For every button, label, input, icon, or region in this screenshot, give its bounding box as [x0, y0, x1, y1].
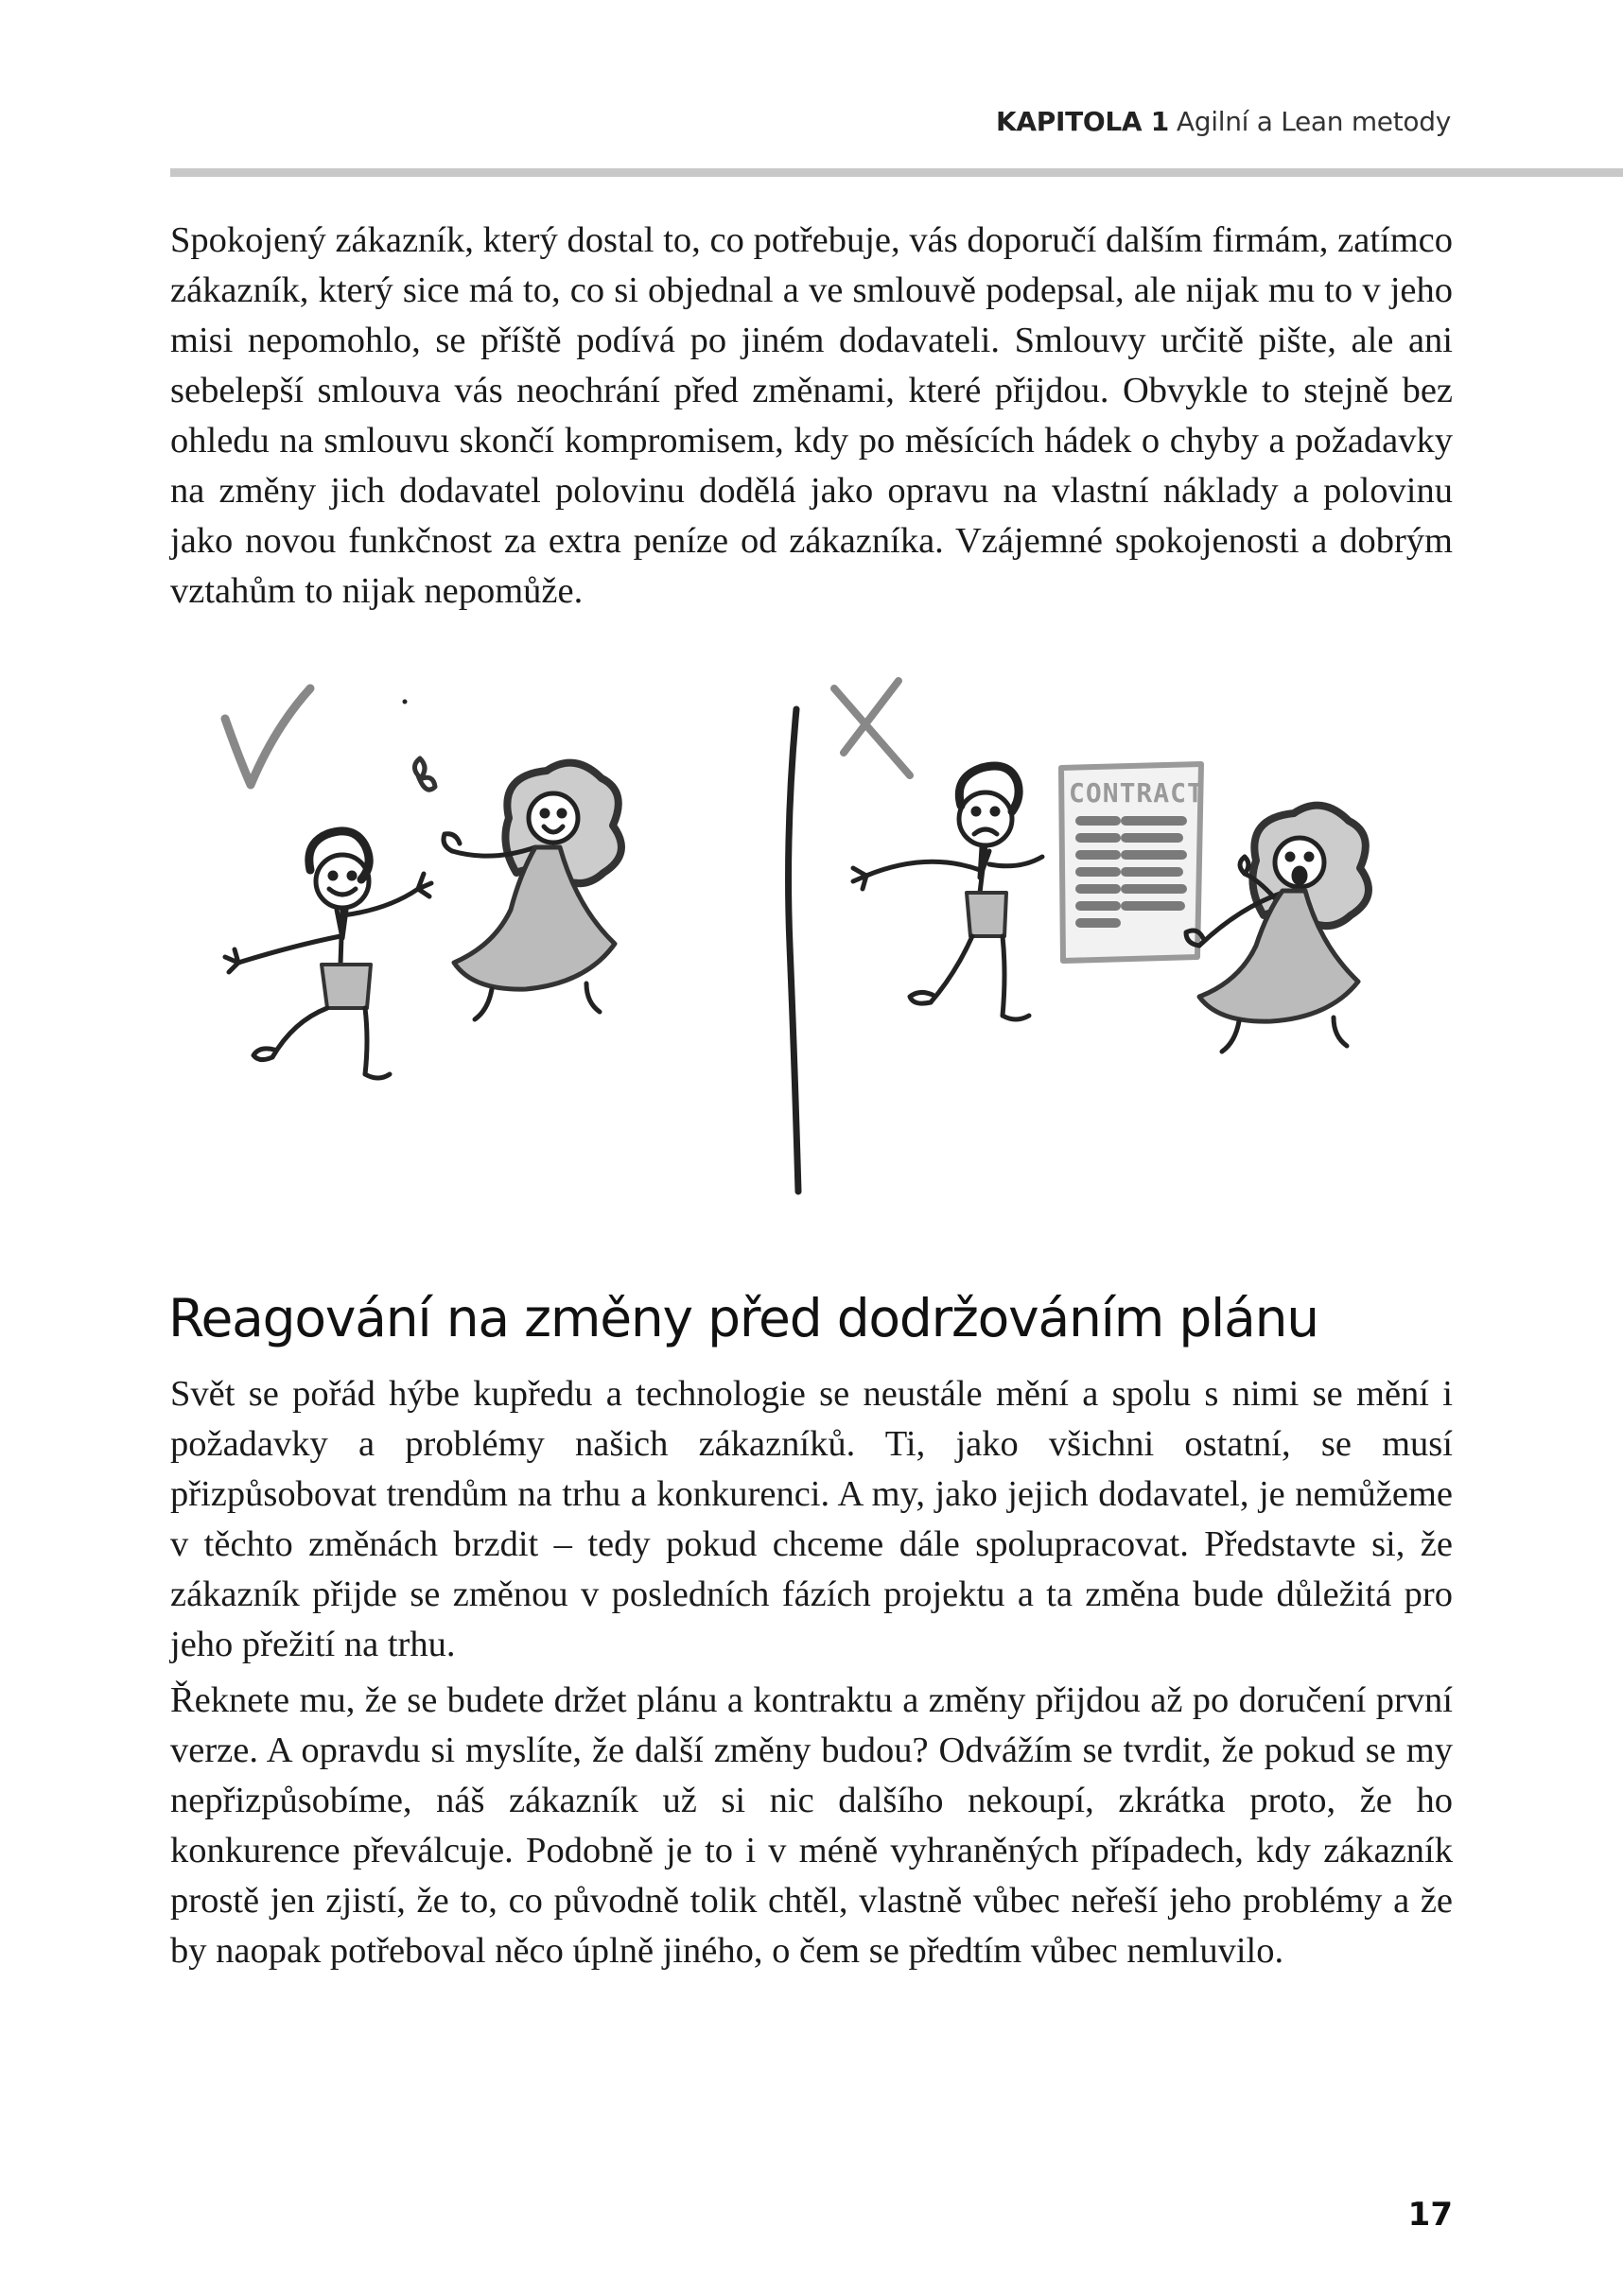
paragraph-world-changes: Svět se pořád hýbe kupředu a technologie se neustále mění a spolu s nimi se mění i požadavky a problémy našich zákazníků. Ti, jako všichni ostatní, se musí přizpůsobovat trendům na trhu a konkurenci. A my, jako jejich dodavatel, je nemůžeme v těchto změnách brzdit – tedy pokud chceme dále spolupracovat. Představte si, že zákazník přijde se změnou v posledních fázích projektu a ta změna bude důležitá pro jeho přežití na trhu. [170, 1374, 1453, 1664]
paragraph-tell-customer: Řeknete mu, že se budete držet plánu a kontraktu a změny přijdou až po doručení první verze. A opravdu si myslíte, že další změny budou? Odvážím se tvrdit, že pokud se my nepřizpůsobíme, náš zákazník už si nic dalšího nekoupí, zkrátka proto, že ho konkurence převálcuje. Podobně je to i v méně vyhraněných případech, kdy zákazník prostě jen zjistí, že to, co původně tolik chtěl, vlastně vůbec neřeší jeho problémy a že by naopak potřeboval něco úplně jiného, o čem se předtím vůbec nemluvilo. [170, 1680, 1453, 1971]
happy-man-figure [225, 831, 431, 1078]
running-header [996, 106, 1451, 137]
chapter-title: Agilní a Lean metody [1176, 106, 1451, 137]
unhappy-man-figure [853, 766, 1042, 1019]
unhappy-woman-figure [1186, 806, 1369, 1052]
contract-label: CONTRACT [1069, 777, 1204, 809]
check-mark-icon [225, 688, 310, 785]
illustration-happy-vs-contract [170, 662, 1457, 1229]
chapter-label: KAPITOLA 1 [995, 106, 1169, 137]
happy-woman-figure [405, 702, 621, 1019]
stick-figure-drawing [170, 662, 1457, 1229]
divider-line [789, 709, 798, 1191]
cross-mark-icon [834, 681, 910, 775]
paragraph-contract-satisfaction: Spokojený zákazník, který dostal to, co potřebuje, vás doporučí dalším firmám, zatímco zákazník, který sice má to, co si objednal a ve smlouvě podepsal, ale nijak mu to v jeho misi nepomohlo, se příště podívá po jiném dodavateli. Smlouvy určitě pište, ale ani sebelepší smlouva vás neochrání před změnami, které přijdou. Obvykle to stejně bez ohledu na smlouvu skončí kompromisem, kdy po měsících hádek o chyby a požadavky na změny jich dodavatel polovinu dodělá jako opravu na vlastní náklady a polovinu jako novou funkčnost za extra peníze od zákazníka. Vzájemné spokojenosti a dobrým vztahům to nijak nepomůže. [170, 220, 1453, 611]
page-number: 17 [1407, 2196, 1453, 2234]
header-rule [170, 168, 1623, 177]
section-heading: Reagování na změny před dodržováním plánu [168, 1288, 1318, 1348]
